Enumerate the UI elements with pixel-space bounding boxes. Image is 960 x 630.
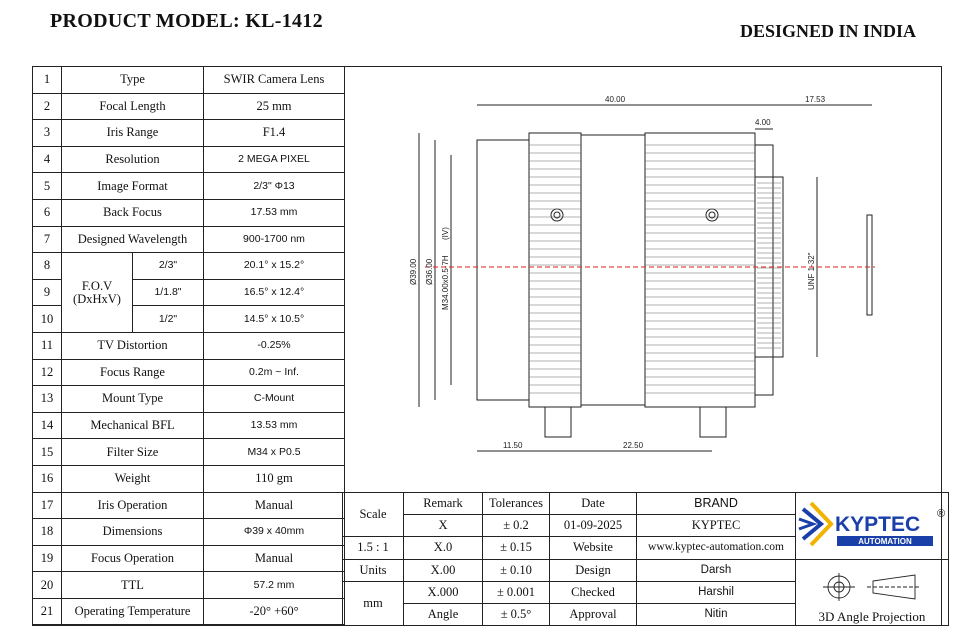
spec-value: 13.53 mm bbox=[204, 412, 345, 439]
remark-1: X.0 bbox=[404, 537, 483, 559]
logo-text: KYPTEC bbox=[835, 513, 921, 537]
spec-value: 110 gm bbox=[204, 465, 345, 492]
spec-row bbox=[33, 492, 345, 519]
approval-label: Approval bbox=[550, 603, 637, 625]
spec-table bbox=[32, 66, 345, 625]
spec-param: Iris Operation bbox=[62, 492, 204, 519]
spec-value: M34 x P0.5 bbox=[204, 439, 345, 466]
fov-label-line-2: (DxHxV) bbox=[73, 291, 121, 306]
dia-inner: Ø36.00 bbox=[425, 258, 434, 285]
spec-number: 18 bbox=[33, 519, 62, 546]
fov-format: 1/2" bbox=[133, 306, 204, 333]
spec-param: Filter Size bbox=[62, 439, 204, 466]
spec-value: SWIR Camera Lens bbox=[204, 67, 345, 94]
spec-param: Iris Range bbox=[62, 120, 204, 147]
hdr-brand: BRAND bbox=[637, 493, 796, 515]
website-label: Website bbox=[550, 537, 637, 559]
spec-number: 6 bbox=[33, 199, 62, 226]
spec-number: 8 bbox=[33, 253, 62, 280]
date-value: 01-09-2025 bbox=[550, 515, 637, 537]
dim-mount: 4.00 bbox=[755, 118, 771, 127]
spec-number: 16 bbox=[33, 465, 62, 492]
spec-value: 25 mm bbox=[204, 93, 345, 120]
spec-row bbox=[33, 598, 345, 625]
spec-value: 17.53 mm bbox=[204, 199, 345, 226]
spec-param: TTL bbox=[62, 572, 204, 599]
hdr-tolerances: Tolerances bbox=[483, 493, 550, 515]
spec-number: 19 bbox=[33, 545, 62, 572]
units-value: mm bbox=[343, 581, 404, 625]
tol-2: ± 0.10 bbox=[483, 559, 550, 581]
spec-number: 2 bbox=[33, 93, 62, 120]
spec-row bbox=[33, 439, 345, 466]
spec-row bbox=[33, 67, 345, 94]
dim-right: 22.50 bbox=[623, 441, 644, 450]
set-screw-2 bbox=[706, 209, 718, 221]
spec-row bbox=[33, 412, 345, 439]
spec-number: 20 bbox=[33, 572, 62, 599]
filter-glass bbox=[867, 215, 872, 315]
dim-left: 11.50 bbox=[503, 441, 523, 450]
checked-value: Harshil bbox=[637, 581, 796, 603]
spec-row bbox=[33, 93, 345, 120]
mount-thread-spec: UNF 1-32" bbox=[807, 252, 816, 290]
logo-reg: ® bbox=[937, 508, 946, 521]
spec-param: Resolution bbox=[62, 146, 204, 173]
spec-param: Image Format bbox=[62, 173, 204, 200]
spec-param: Dimensions bbox=[62, 519, 204, 546]
spec-row bbox=[33, 332, 345, 359]
spec-number: 9 bbox=[33, 279, 62, 306]
lens-drawing bbox=[405, 95, 885, 465]
approval-value: Nitin bbox=[637, 603, 796, 625]
spec-param: Weight bbox=[62, 465, 204, 492]
spec-number: 11 bbox=[33, 332, 62, 359]
brand-logo-cell bbox=[796, 493, 949, 560]
spec-param: Designed Wavelength bbox=[62, 226, 204, 253]
spec-value: Manual bbox=[204, 545, 345, 572]
projection-cell bbox=[796, 559, 949, 626]
thread-spec: M34.00x0.5-7H bbox=[441, 255, 450, 310]
spec-number: 21 bbox=[33, 598, 62, 625]
spec-row bbox=[33, 226, 345, 253]
thread-tag: (IV) bbox=[441, 227, 450, 240]
spec-value: -0.25% bbox=[204, 332, 345, 359]
spec-value: 900-1700 nm bbox=[204, 226, 345, 253]
spec-value: 2 MEGA PIXEL bbox=[204, 146, 345, 173]
spec-row bbox=[33, 519, 345, 546]
front-barrel-shape bbox=[477, 140, 529, 400]
units-label: Units bbox=[343, 559, 404, 581]
spec-value: 16.5° x 12.4° bbox=[204, 279, 345, 306]
spec-number: 17 bbox=[33, 492, 62, 519]
title-block bbox=[342, 492, 949, 626]
scale-label: Scale bbox=[343, 493, 404, 537]
spec-value: 57.2 mm bbox=[204, 572, 345, 599]
spec-param: Focus Range bbox=[62, 359, 204, 386]
fov-label bbox=[62, 253, 133, 333]
brand-value: KYPTEC bbox=[637, 515, 796, 537]
spec-number: 10 bbox=[33, 306, 62, 333]
spec-number: 3 bbox=[33, 120, 62, 147]
spec-number: 1 bbox=[33, 67, 62, 94]
spec-value: 0.2m ~ Inf. bbox=[204, 359, 345, 386]
set-screw-1 bbox=[551, 209, 563, 221]
projection-symbol bbox=[797, 571, 947, 607]
spec-number: 5 bbox=[33, 173, 62, 200]
spec-number: 13 bbox=[33, 386, 62, 413]
middle-barrel bbox=[581, 135, 645, 405]
spec-param: TV Distortion bbox=[62, 332, 204, 359]
spec-value: 2/3" Φ13 bbox=[204, 173, 345, 200]
projection-label: 3D Angle Projection bbox=[818, 609, 926, 625]
hdr-remark: Remark bbox=[404, 493, 483, 515]
spec-row bbox=[33, 572, 345, 599]
product-model-title: PRODUCT MODEL: KL-1412 bbox=[50, 10, 323, 32]
spec-number: 7 bbox=[33, 226, 62, 253]
design-value: Darsh bbox=[637, 559, 796, 581]
tol-3: ± 0.001 bbox=[483, 581, 550, 603]
remark-2: X.00 bbox=[404, 559, 483, 581]
spec-param: Operating Temperature bbox=[62, 598, 204, 625]
remark-3: X.000 bbox=[404, 581, 483, 603]
spec-row bbox=[33, 386, 345, 413]
tol-4: ± 0.5° bbox=[483, 603, 550, 625]
checked-label: Checked bbox=[550, 581, 637, 603]
kyptec-logo bbox=[797, 495, 947, 553]
iris-knob bbox=[700, 407, 726, 437]
spec-row bbox=[33, 146, 345, 173]
tol-0: ± 0.2 bbox=[483, 515, 550, 537]
remark-4: Angle bbox=[404, 603, 483, 625]
spec-row bbox=[33, 465, 345, 492]
spec-param: Focus Operation bbox=[62, 545, 204, 572]
dia-outer: Ø39.00 bbox=[409, 258, 418, 285]
spec-param: Type bbox=[62, 67, 204, 94]
scale-value: 1.5 : 1 bbox=[343, 537, 404, 559]
fov-label-line-1: F.O.V bbox=[81, 278, 113, 293]
tol-1: ± 0.15 bbox=[483, 537, 550, 559]
spec-value: -20° +60° bbox=[204, 598, 345, 625]
fov-format: 1/1.8" bbox=[133, 279, 204, 306]
spec-number: 14 bbox=[33, 412, 62, 439]
spec-value: 14.5° x 10.5° bbox=[204, 306, 345, 333]
grip-ring-2 bbox=[645, 133, 755, 407]
spec-value: 20.1° x 15.2° bbox=[204, 253, 345, 280]
spec-row bbox=[33, 545, 345, 572]
logo-sub: AUTOMATION bbox=[858, 537, 912, 547]
spec-param: Mount Type bbox=[62, 386, 204, 413]
spec-param: Mechanical BFL bbox=[62, 412, 204, 439]
spec-param: Back Focus bbox=[62, 199, 204, 226]
spec-param: Focal Length bbox=[62, 93, 204, 120]
designed-in-title: DESIGNED IN INDIA bbox=[740, 21, 917, 41]
spec-number: 12 bbox=[33, 359, 62, 386]
fov-format: 2/3" bbox=[133, 253, 204, 280]
spec-row bbox=[33, 253, 345, 280]
grip-lines bbox=[529, 145, 781, 393]
spec-row bbox=[33, 359, 345, 386]
spec-row bbox=[33, 173, 345, 200]
remark-0: X bbox=[404, 515, 483, 537]
spec-value: Manual bbox=[204, 492, 345, 519]
spec-value: Φ39 x 40mm bbox=[204, 519, 345, 546]
website-value: www.kyptec-automation.com bbox=[637, 537, 796, 559]
hdr-date: Date bbox=[550, 493, 637, 515]
spec-value: C-Mount bbox=[204, 386, 345, 413]
logo-mark bbox=[799, 503, 831, 545]
dim-back-focus: 17.53 bbox=[805, 95, 826, 104]
focus-knob bbox=[545, 407, 571, 437]
design-label: Design bbox=[550, 559, 637, 581]
spec-row bbox=[33, 120, 345, 147]
spec-number: 4 bbox=[33, 146, 62, 173]
dim-length: 40.00 bbox=[605, 95, 626, 104]
spec-number: 15 bbox=[33, 439, 62, 466]
grip-ring-1 bbox=[529, 133, 581, 407]
spec-row bbox=[33, 199, 345, 226]
spec-value: F1.4 bbox=[204, 120, 345, 147]
